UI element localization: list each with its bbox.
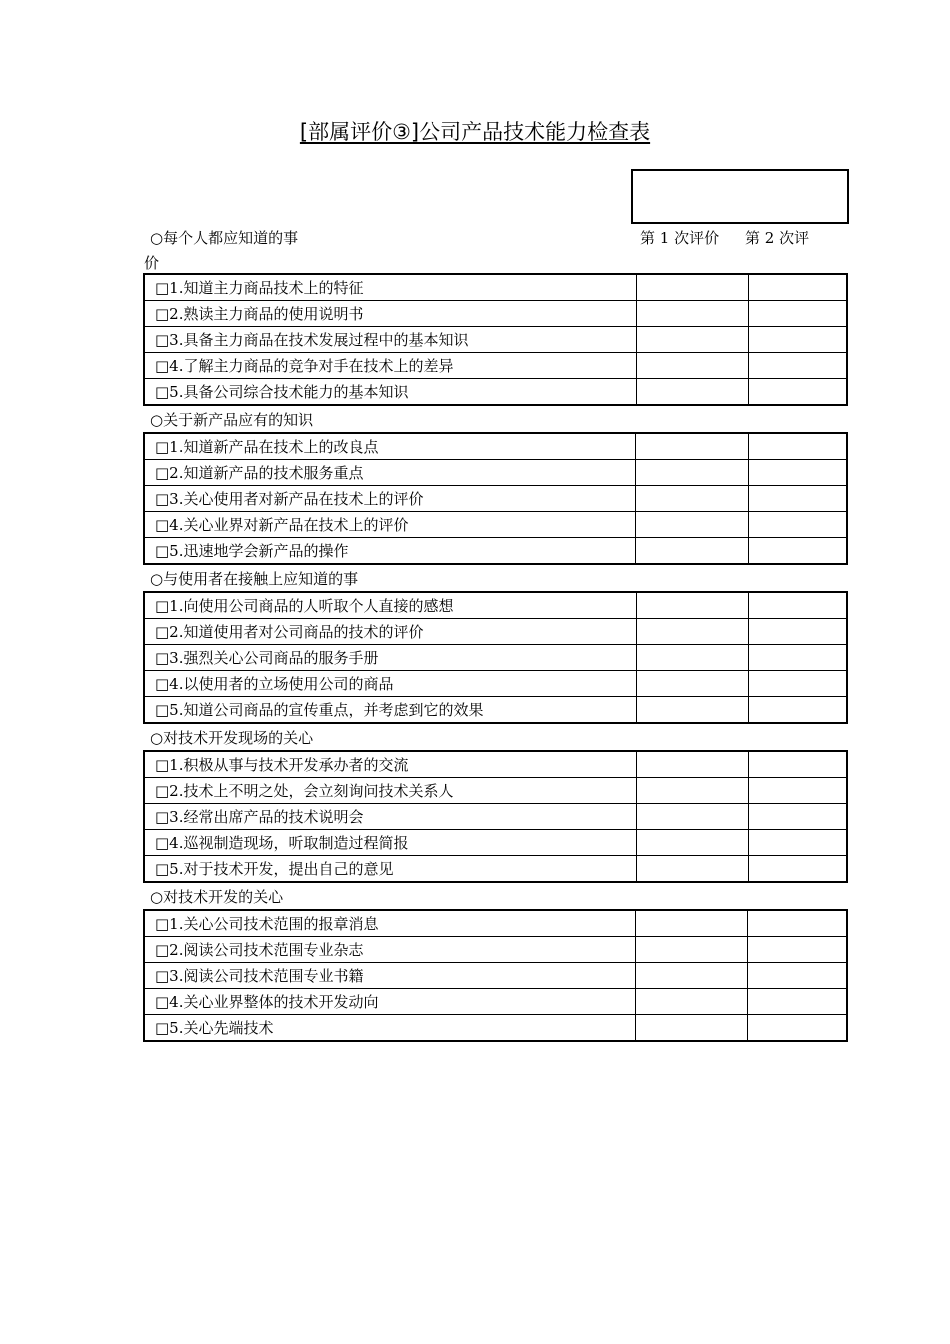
check-item[interactable]: □2.知道新产品的技术服务重点 — [144, 460, 636, 486]
first-eval-cell[interactable] — [637, 353, 749, 379]
second-eval-cell[interactable] — [748, 645, 847, 671]
section-title-dev-site: ○对技术开发现场的关心 — [150, 729, 314, 747]
second-eval-cell[interactable] — [748, 592, 847, 619]
second-eval-cell[interactable] — [748, 274, 847, 301]
second-eval-cell[interactable] — [748, 1015, 847, 1042]
first-eval-cell[interactable] — [637, 671, 749, 697]
table-row — [144, 937, 847, 963]
second-eval-cell[interactable] — [748, 830, 847, 856]
table-row — [144, 697, 847, 724]
table-row — [144, 989, 847, 1015]
table-row — [144, 327, 847, 353]
second-eval-cell[interactable] — [748, 671, 847, 697]
check-item[interactable]: □4.巡视制造现场，听取制造过程简报 — [144, 830, 636, 856]
first-eval-cell[interactable] — [636, 830, 748, 856]
table-row — [144, 1015, 847, 1042]
check-item[interactable]: □2.阅读公司技术范围专业杂志 — [144, 937, 635, 963]
second-eval-cell[interactable] — [748, 804, 847, 830]
second-eval-cell[interactable] — [748, 486, 847, 512]
check-item[interactable]: □1.知道主力商品技术上的特征 — [144, 274, 637, 301]
check-item[interactable]: □4.以使用者的立场使用公司的商品 — [144, 671, 637, 697]
section-title-tech-dev: ○对技术开发的关心 — [150, 888, 284, 906]
first-eval-cell[interactable] — [636, 804, 748, 830]
check-item[interactable]: □5.关心先端技术 — [144, 1015, 635, 1042]
table-row — [144, 856, 847, 883]
check-item[interactable]: □5.知道公司商品的宣传重点，并考虑到它的效果 — [144, 697, 637, 724]
first-eval-cell[interactable] — [636, 751, 748, 778]
second-eval-cell[interactable] — [748, 327, 847, 353]
table-row — [144, 538, 847, 565]
first-eval-cell[interactable] — [635, 989, 747, 1015]
table-row — [144, 379, 847, 406]
check-item[interactable]: □3.具备主力商品在技术发展过程中的基本知识 — [144, 327, 637, 353]
first-eval-cell[interactable] — [635, 937, 747, 963]
first-eval-cell[interactable] — [636, 460, 748, 486]
check-item[interactable]: □4.关心业界对新产品在技术上的评价 — [144, 512, 636, 538]
second-eval-cell[interactable] — [748, 460, 847, 486]
second-eval-cell[interactable] — [748, 989, 847, 1015]
check-item[interactable]: □4.了解主力商品的竞争对手在技术上的差异 — [144, 353, 637, 379]
first-eval-cell[interactable] — [637, 592, 749, 619]
section-title-general: ○每个人都应知道的事 — [150, 229, 299, 247]
checklist-table-tech-dev — [143, 909, 848, 1042]
second-eval-cell[interactable] — [748, 778, 847, 804]
first-eval-cell[interactable] — [637, 697, 749, 724]
first-eval-cell[interactable] — [637, 301, 749, 327]
second-eval-cell[interactable] — [748, 937, 847, 963]
check-item[interactable]: □2.知道使用者对公司商品的技术的评价 — [144, 619, 637, 645]
second-eval-cell[interactable] — [748, 619, 847, 645]
second-eval-cell[interactable] — [748, 538, 847, 565]
check-item[interactable]: □1.关心公司技术范围的报章消息 — [144, 910, 635, 937]
score-box — [631, 169, 849, 224]
second-eval-cell[interactable] — [748, 856, 847, 883]
check-item[interactable]: □5.具备公司综合技术能力的基本知识 — [144, 379, 637, 406]
first-eval-cell[interactable] — [636, 778, 748, 804]
second-eval-cell[interactable] — [748, 433, 847, 460]
check-item[interactable]: □2.熟读主力商品的使用说明书 — [144, 301, 637, 327]
check-item[interactable]: □4.关心业界整体的技术开发动向 — [144, 989, 635, 1015]
check-item[interactable]: □1.知道新产品在技术上的改良点 — [144, 433, 636, 460]
table-row — [144, 830, 847, 856]
checklist-table-general — [143, 273, 848, 406]
second-eval-cell[interactable] — [748, 512, 847, 538]
page-title: [部属评价③]公司产品技术能力检查表 — [299, 120, 651, 144]
second-eval-cell[interactable] — [748, 301, 847, 327]
table-row — [144, 460, 847, 486]
table-row — [144, 645, 847, 671]
first-eval-cell[interactable] — [637, 327, 749, 353]
second-eval-cell[interactable] — [748, 751, 847, 778]
table-row — [144, 353, 847, 379]
check-item[interactable]: □2.技术上不明之处，会立刻询问技术关系人 — [144, 778, 636, 804]
column-header-second-eval: 第 2 次评 — [745, 229, 810, 247]
second-eval-cell[interactable] — [748, 910, 847, 937]
table-row — [144, 619, 847, 645]
table-row — [144, 433, 847, 460]
first-eval-cell[interactable] — [636, 856, 748, 883]
column-header-first-eval: 第 1 次评价 — [640, 229, 720, 247]
second-eval-cell[interactable] — [748, 353, 847, 379]
table-row — [144, 910, 847, 937]
section-title-user-contact: ○与使用者在接触上应知道的事 — [150, 570, 359, 588]
first-eval-cell[interactable] — [636, 486, 748, 512]
check-item[interactable]: □1.向使用公司商品的人听取个人直接的感想 — [144, 592, 637, 619]
first-eval-cell[interactable] — [635, 1015, 747, 1042]
table-row — [144, 671, 847, 697]
table-row — [144, 512, 847, 538]
table-row — [144, 274, 847, 301]
table-row — [144, 486, 847, 512]
check-item[interactable]: □3.经常出席产品的技术说明会 — [144, 804, 636, 830]
section-title-new-products: ○关于新产品应有的知识 — [150, 411, 314, 429]
first-eval-cell[interactable] — [635, 910, 747, 937]
table-row — [144, 301, 847, 327]
second-eval-cell[interactable] — [748, 963, 847, 989]
first-eval-cell[interactable] — [635, 963, 747, 989]
check-item[interactable]: □3.阅读公司技术范围专业书籍 — [144, 963, 635, 989]
header-wrap-text: 价 — [144, 254, 160, 272]
first-eval-cell[interactable] — [637, 645, 749, 671]
check-item[interactable]: □3.强烈关心公司商品的服务手册 — [144, 645, 637, 671]
first-eval-cell[interactable] — [636, 433, 748, 460]
check-item[interactable]: □5.迅速地学会新产品的操作 — [144, 538, 636, 565]
checklist-table-dev-site — [143, 750, 848, 883]
checklist-table-user-contact — [143, 591, 848, 724]
check-item[interactable]: □5.对于技术开发，提出自己的意见 — [144, 856, 636, 883]
first-eval-cell[interactable] — [636, 512, 748, 538]
second-eval-cell[interactable] — [748, 379, 847, 406]
first-eval-cell[interactable] — [637, 274, 749, 301]
check-item[interactable]: □1.积极从事与技术开发承办者的交流 — [144, 751, 636, 778]
first-eval-cell[interactable] — [637, 619, 749, 645]
second-eval-cell[interactable] — [748, 697, 847, 724]
first-eval-cell[interactable] — [636, 538, 748, 565]
table-row — [144, 592, 847, 619]
table-row — [144, 778, 847, 804]
checklist-table-new-products — [143, 432, 848, 565]
table-row — [144, 963, 847, 989]
check-item[interactable]: □3.关心使用者对新产品在技术上的评价 — [144, 486, 636, 512]
table-row — [144, 804, 847, 830]
table-row — [144, 751, 847, 778]
first-eval-cell[interactable] — [637, 379, 749, 406]
